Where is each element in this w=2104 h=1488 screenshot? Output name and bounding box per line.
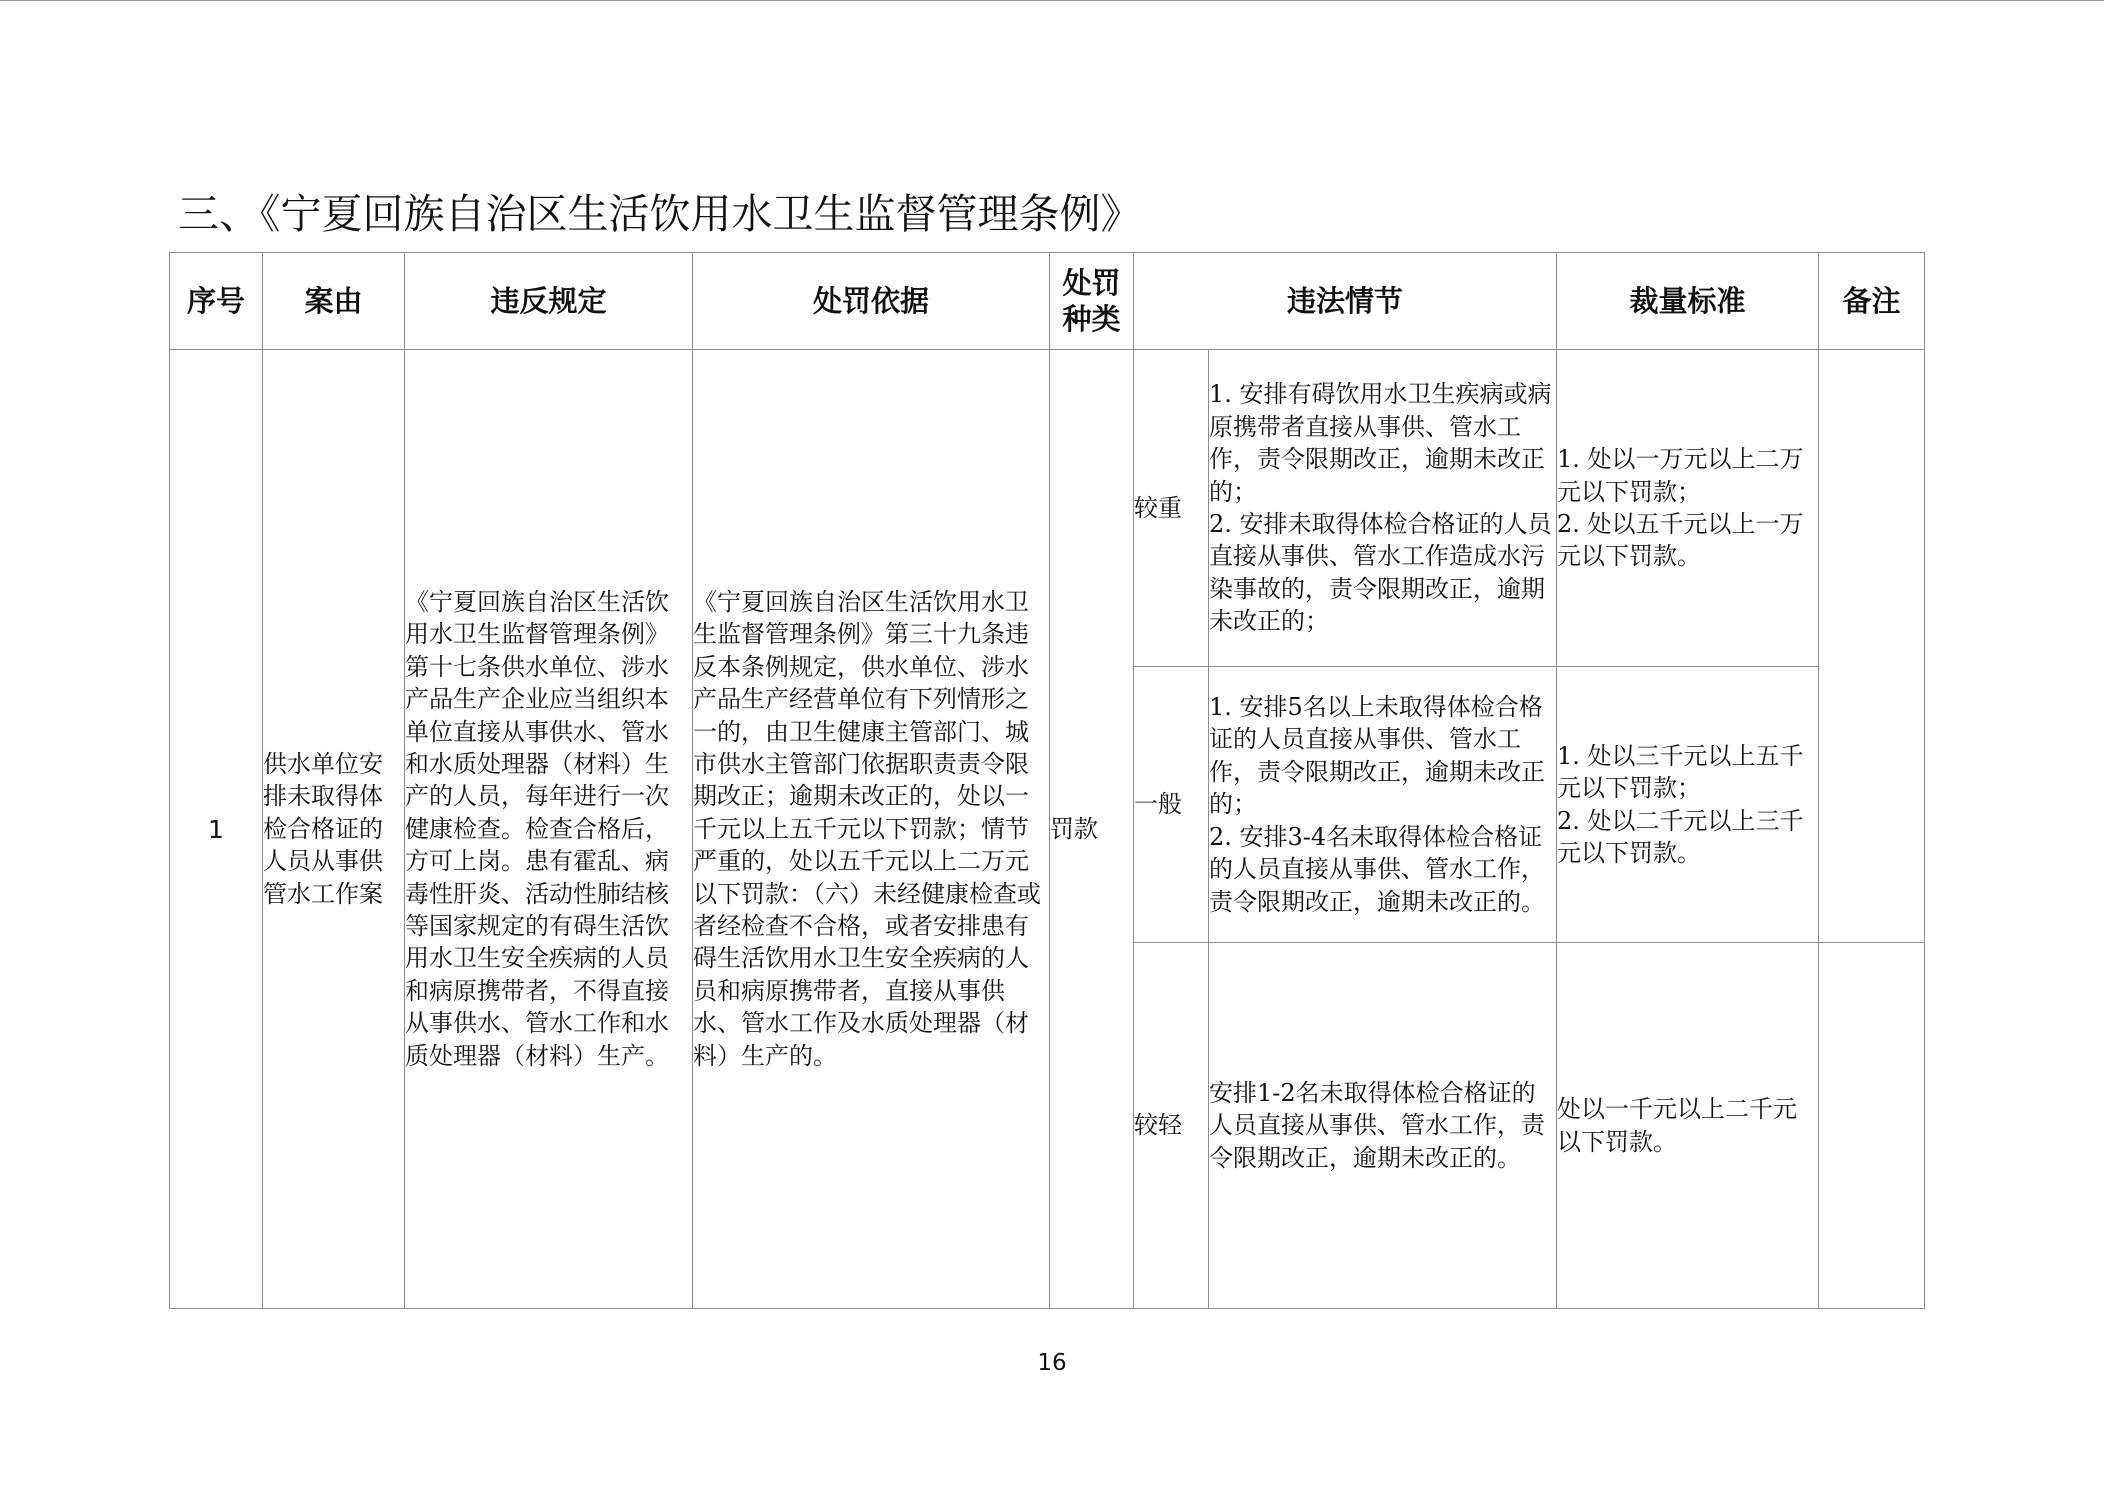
cell-penalty-type: 罚款 bbox=[1050, 350, 1134, 1309]
cell-circumstance-severe: 1. 安排有碍饮用水卫生疾病或病原携带者直接从事供、管水工作，责令限期改正，逾期未改正的； 2. 安排未取得体检合格证的人员直接从事供、管水工作造成水污染事故的，责令限期改正，逾期未改正的； bbox=[1209, 350, 1557, 667]
cell-seq: 1 bbox=[170, 350, 263, 1309]
cell-standard-minor: 处以一千元以上二千元以下罚款。 bbox=[1557, 943, 1819, 1309]
page-title: 三、《宁夏回族自治区生活饮用水卫生监督管理条例》 bbox=[178, 190, 1142, 238]
cell-remarks-upper bbox=[1819, 350, 1925, 943]
header-penalty-type bbox=[1050, 253, 1134, 350]
header-remarks: 备注 bbox=[1819, 253, 1925, 350]
cell-violation: 《宁夏回族自治区生活饮用水卫生监督管理条例》第十七条供水单位、涉水产品生产企业应当组织本单位直接从事供水、管水和水质处理器（材料）生产的人员，每年进行一次健康检查。检查合格后，方可上岗。患有霍乱、病毒性肝炎、活动性肺结核等国家规定的有碍生活饮用水卫生安全疾病的人员和病原携带者，不得直接从事供水、管水工作和水质处理器（材料）生产。 bbox=[405, 350, 693, 1309]
cell-standard-severe: 1. 处以一万元以上二万元以下罚款； 2. 处以五千元以上一万元以下罚款。 bbox=[1557, 350, 1819, 667]
cell-basis: 《宁夏回族自治区生活饮用水卫生监督管理条例》第三十九条违反本条例规定，供水单位、涉水产品生产经营单位有下列情形之一的，由卫生健康主管部门、城市供水主管部门依据职责责令限期改正；逾期未改正的，处以一千元以上五千元以下罚款；情节严重的，处以五千元以上二万元以下罚款：（六）未经健康检查或者经检查不合格，或者安排患有碍生活饮用水卫生安全疾病的人员和病原携带者，直接从事供水、管水工作及水质处理器（材料）生产的。 bbox=[693, 350, 1050, 1309]
header-standard: 裁量标准 bbox=[1557, 253, 1819, 350]
header-case: 案由 bbox=[263, 253, 405, 350]
table-header-row bbox=[170, 253, 1925, 350]
cell-circumstance-minor: 安排1-2名未取得体检合格证的人员直接从事供、管水工作，责令限期改正，逾期未改正的。 bbox=[1209, 943, 1557, 1309]
header-penalty-type-line2: 种类 bbox=[1062, 302, 1121, 336]
cell-remarks-lower bbox=[1819, 943, 1925, 1309]
header-circumstances: 违法情节 bbox=[1134, 253, 1557, 350]
header-penalty-type-line1: 处罚 bbox=[1062, 266, 1121, 300]
header-violation: 违反规定 bbox=[405, 253, 693, 350]
cell-circumstance-general: 1. 安排5名以上未取得体检合格证的人员直接从事供、管水工作，责令限期改正，逾期未改正的； 2. 安排3-4名未取得体检合格证的人员直接从事供、管水工作，责令限期改正，逾期未改正的。 bbox=[1209, 667, 1557, 943]
page-number: 16 bbox=[1037, 1350, 1067, 1376]
page-top-border bbox=[0, 0, 2104, 1]
table-row-level-severe bbox=[170, 350, 1925, 667]
cell-standard-general: 1. 处以三千元以上五千元以下罚款； 2. 处以二千元以上三千元以下罚款。 bbox=[1557, 667, 1819, 943]
header-basis: 处罚依据 bbox=[693, 253, 1050, 350]
cell-case: 供水单位安排未取得体检合格证的人员从事供管水工作案 bbox=[263, 350, 405, 1309]
cell-level-general: 一般 bbox=[1134, 667, 1209, 943]
cell-level-minor: 较轻 bbox=[1134, 943, 1209, 1309]
cell-level-severe: 较重 bbox=[1134, 350, 1209, 667]
header-seq: 序号 bbox=[170, 253, 263, 350]
penalty-table bbox=[169, 252, 1925, 1309]
